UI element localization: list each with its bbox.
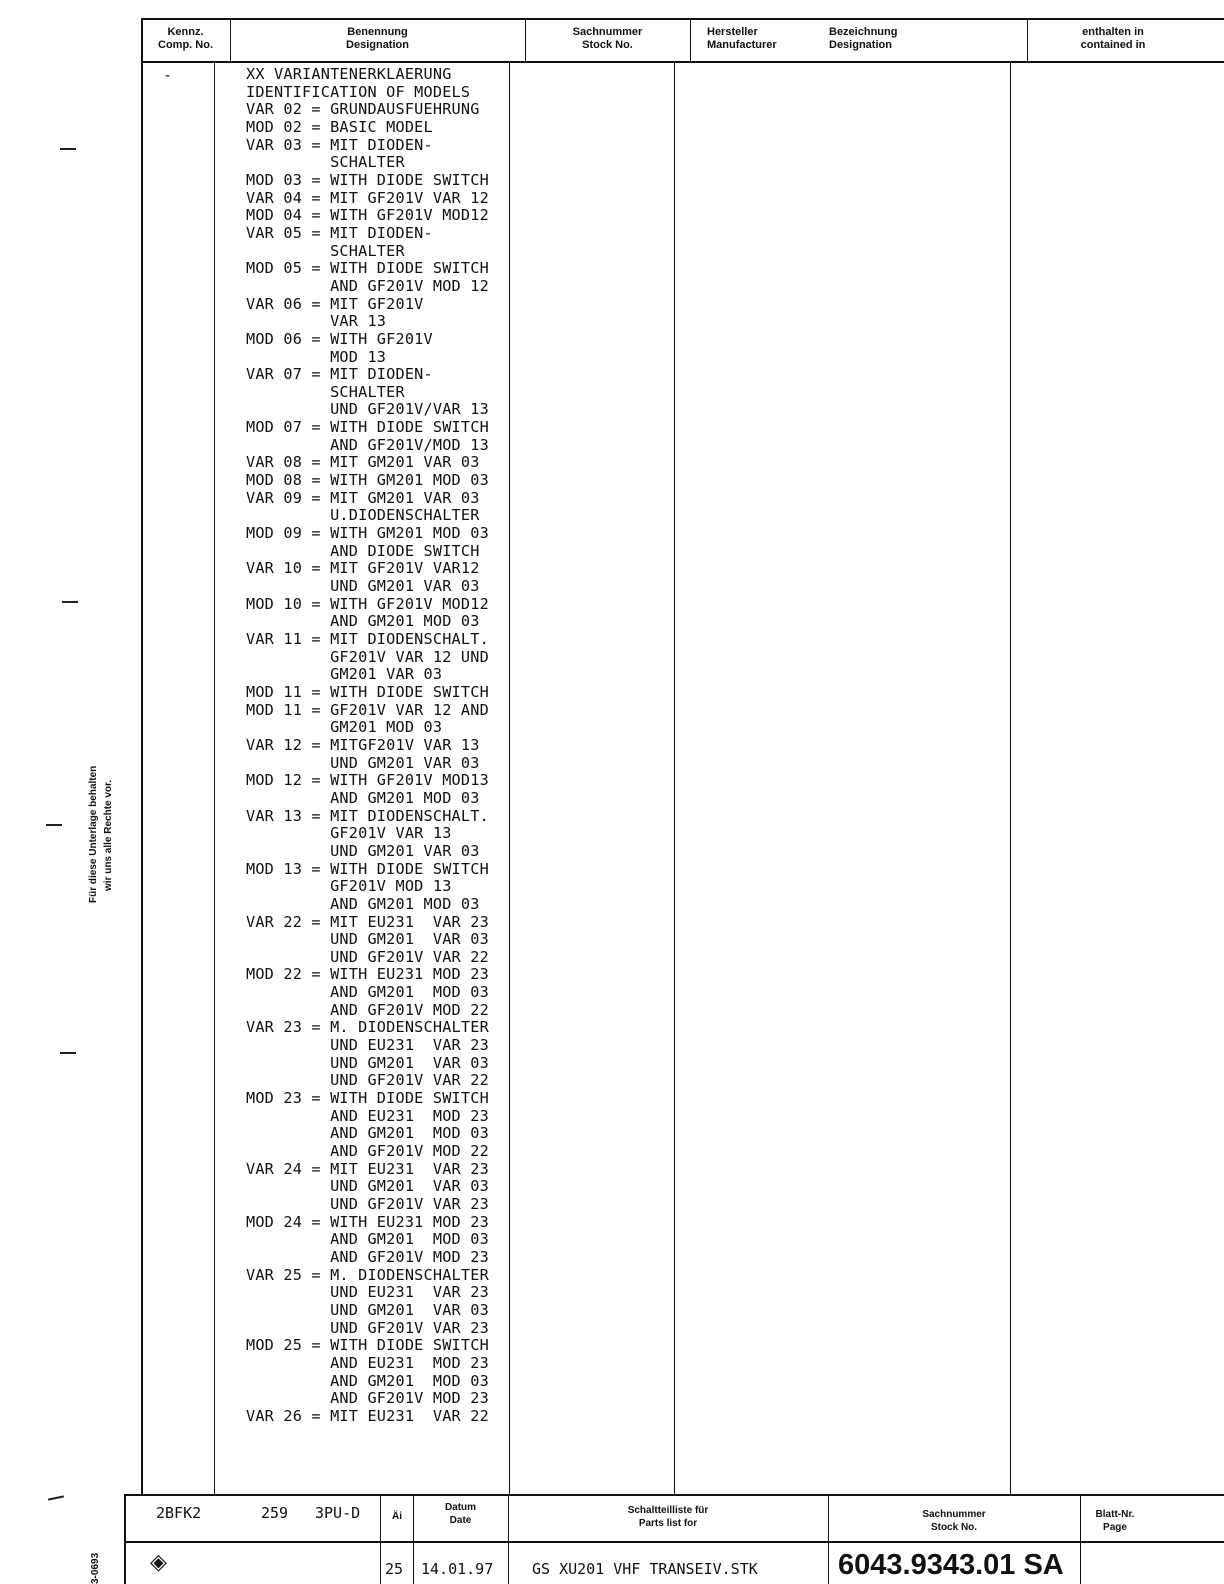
punch-mark-4 <box>60 1052 76 1054</box>
designation-line: GF201V MOD 13 <box>246 877 452 896</box>
designation-line: UND GF201V VAR 23 <box>246 1195 489 1213</box>
designation-line: VAR 06 = MIT GF201V <box>246 294 424 313</box>
comp-no-value: - <box>163 66 173 84</box>
designation-line: VAR 13 = MIT DIODENSCHALT. <box>246 806 489 825</box>
designation-lines <box>246 66 489 1426</box>
header-manufacturer <box>707 26 827 52</box>
designation-line: XX VARIANTENERKLAERUNG <box>246 65 452 83</box>
frame-left-border <box>141 18 143 1496</box>
designation-line: AND DIODE SWITCH <box>246 541 480 560</box>
designation-line: SCHALTER <box>246 382 405 401</box>
designation-line: AND GF201V MOD 23 <box>246 1247 489 1266</box>
designation-line: SCHALTER <box>246 153 405 172</box>
designation-line: GM201 MOD 03 <box>246 718 443 737</box>
designation-line: AND EU231 MOD 23 <box>246 1353 489 1372</box>
designation-line: VAR 10 = MIT GF201V VAR12 <box>246 559 480 578</box>
designation-line: AND GF201V/MOD 13 <box>246 435 489 454</box>
designation-line: AND GM201 MOD 03 <box>246 612 480 631</box>
footer-partslist-en: Parts list for <box>638 1518 698 1529</box>
header-designation-de: Benennung <box>347 26 408 38</box>
header-stock-no <box>525 26 690 52</box>
footer-partslist-header <box>508 1504 828 1530</box>
designation-line: VAR 09 = MIT GM201 VAR 03 <box>246 488 480 507</box>
designation-line: UND GM201 VAR 03 <box>246 1177 489 1196</box>
designation-line: GF201V VAR 13 <box>246 824 452 843</box>
header-bottom-border <box>141 61 1224 63</box>
designation-line: VAR 24 = MIT EU231 VAR 23 <box>246 1159 489 1178</box>
designation-line: MOD 02 = BASIC MODEL <box>246 117 433 136</box>
punch-mark-1 <box>60 148 76 150</box>
designation-line: MOD 05 = WITH DIODE SWITCH <box>246 259 489 278</box>
column-divider-1b <box>214 62 215 1494</box>
header-stock-en: Stock No. <box>582 39 633 51</box>
designation-line: MOD 07 = WITH DIODE SWITCH <box>246 418 489 437</box>
designation-line: UND GF201V/VAR 13 <box>246 400 489 419</box>
column-divider-3b <box>674 62 675 1494</box>
footer-top-border <box>124 1494 1224 1496</box>
designation-line: UND GM201 VAR 03 <box>246 1300 489 1319</box>
frame-top-border <box>141 18 1224 20</box>
side-note-code: 3-0693 <box>90 1552 101 1584</box>
column-divider-2b <box>509 62 510 1494</box>
designation-line: GM201 VAR 03 <box>246 665 443 684</box>
header-comp-no-en: Comp. No. <box>158 39 213 51</box>
designation-line: AND GM201 MOD 03 <box>246 788 480 807</box>
column-divider-4b <box>1010 62 1011 1494</box>
footer-code-3: 3PU-D <box>315 1504 361 1522</box>
designation-line: VAR 12 = MITGF201V VAR 13 <box>246 735 480 754</box>
header-designation <box>230 26 525 52</box>
designation-line: AND EU231 MOD 23 <box>246 1106 489 1125</box>
designation-line: VAR 05 = MIT DIODEN- <box>246 223 433 242</box>
side-note-line-1: Für diese Unterlage behalten <box>88 765 99 903</box>
frame-left-footer-border <box>124 1494 126 1584</box>
footer-stock-de: Sachnummer <box>922 1509 986 1520</box>
footer-stock-en: Stock No. <box>930 1522 978 1533</box>
designation-line: SCHALTER <box>246 241 405 260</box>
designation-line: AND GM201 MOD 03 <box>246 894 480 913</box>
designation-line: MOD 25 = WITH DIODE SWITCH <box>246 1336 489 1355</box>
designation-line: VAR 13 <box>246 312 387 331</box>
side-note-line-2: wir uns alle Rechte vor. <box>103 779 114 891</box>
designation-line: UND GF201V VAR 23 <box>246 1318 489 1337</box>
designation-line: UND GF201V VAR 22 <box>246 1071 489 1090</box>
designation-line: MOD 12 = WITH GF201V MOD13 <box>246 771 489 790</box>
designation-line: VAR 04 = MIT GF201V VAR 12 <box>246 188 489 207</box>
designation-line: AND GF201V MOD 23 <box>246 1389 489 1408</box>
header-comp-no-de: Kennz. <box>167 26 204 38</box>
designation-line: UND GF201V VAR 22 <box>246 947 489 966</box>
footer-code-2: 259 <box>261 1504 289 1522</box>
footer-ai-label: Äi <box>392 1511 402 1522</box>
designation-line: AND GF201V MOD 22 <box>246 1142 489 1161</box>
designation-line: MOD 08 = WITH GM201 MOD 03 <box>246 471 489 490</box>
designation-line: VAR 07 = MIT DIODEN- <box>246 365 433 384</box>
designation-line: AND GM201 MOD 03 <box>246 1230 489 1249</box>
designation-line: VAR 22 = MIT EU231 VAR 23 <box>246 912 489 931</box>
designation-line: AND GM201 MOD 03 <box>246 983 489 1002</box>
designation-line: GF201V VAR 12 UND <box>246 647 489 666</box>
designation-line: UND EU231 VAR 23 <box>246 1036 489 1055</box>
designation-line: IDENTIFICATION OF MODELS <box>246 82 471 101</box>
header-stock-de: Sachnummer <box>572 26 643 38</box>
column-divider-3 <box>690 18 691 62</box>
header-contained-de: enthalten in <box>1082 26 1144 38</box>
designation-line: MOD 13 = WITH DIODE SWITCH <box>246 859 489 878</box>
header-bezeichnung-en: Designation <box>829 39 892 51</box>
designation-line: MOD 13 <box>246 347 387 366</box>
footer-date-en: Date <box>449 1515 472 1526</box>
footer-date-value: 14.01.97 <box>421 1560 494 1578</box>
designation-line: UND GM201 VAR 03 <box>246 753 480 772</box>
designation-line: VAR 03 = MIT DIODEN- <box>246 135 433 154</box>
footer-partslist-de: Schaltteilliste für <box>627 1505 709 1516</box>
punch-mark-3 <box>46 824 62 826</box>
designation-line: VAR 25 = M. DIODENSCHALTER <box>246 1265 489 1284</box>
header-bezeichnung-de: Bezeichnung <box>829 26 898 38</box>
header-contained-en: contained in <box>1080 39 1146 51</box>
designation-line: MOD 10 = WITH GF201V MOD12 <box>246 594 489 613</box>
punch-mark-5 <box>48 1495 64 1500</box>
footer-mid-border <box>124 1541 1224 1543</box>
designation-line: VAR 02 = GRUNDAUSFUEHRUNG <box>246 100 480 119</box>
designation-line: MOD 24 = WITH EU231 MOD 23 <box>246 1212 489 1231</box>
footer-divider-1 <box>380 1494 381 1584</box>
designation-line: MOD 04 = WITH GF201V MOD12 <box>246 206 489 225</box>
header-designation-en: Designation <box>346 39 409 51</box>
footer-date-header <box>413 1501 508 1527</box>
designation-line: UND GM201 VAR 03 <box>246 577 480 596</box>
header-bezeichnung <box>829 26 1019 52</box>
footer-page-de: Blatt-Nr. <box>1095 1509 1135 1520</box>
footer-stock-header <box>828 1508 1080 1534</box>
designation-line: U.DIODENSCHALTER <box>246 506 480 525</box>
header-manufacturer-de: Hersteller <box>707 26 758 38</box>
footer-page-en: Page <box>1103 1522 1127 1533</box>
designation-line: MOD 09 = WITH GM201 MOD 03 <box>246 524 489 543</box>
designation-line: UND EU231 VAR 23 <box>246 1283 489 1302</box>
designation-line: AND GM201 MOD 03 <box>246 1124 489 1143</box>
footer-code-1: 2BFK2 <box>156 1504 202 1522</box>
footer-logo-icon: ◈ <box>150 1550 167 1575</box>
designation-line: UND GM201 VAR 03 <box>246 930 489 949</box>
designation-line: MOD 22 = WITH EU231 MOD 23 <box>246 965 489 984</box>
designation-line: VAR 11 = MIT DIODENSCHALT. <box>246 630 489 648</box>
footer-date-de: Datum <box>444 1502 477 1513</box>
designation-line: MOD 11 = WITH DIODE SWITCH <box>246 682 489 701</box>
designation-line: VAR 08 = MIT GM201 VAR 03 <box>246 453 480 472</box>
designation-line: UND GM201 VAR 03 <box>246 841 480 860</box>
designation-line: MOD 03 = WITH DIODE SWITCH <box>246 170 489 189</box>
designation-line: VAR 23 = M. DIODENSCHALTER <box>246 1018 489 1037</box>
footer-partslist-value: GS XU201 VHF TRANSEIV.STK <box>532 1560 758 1578</box>
designation-line: MOD 11 = GF201V VAR 12 AND <box>246 700 489 719</box>
header-comp-no <box>141 26 230 52</box>
header-manufacturer-en: Manufacturer <box>707 39 777 51</box>
designation-line: MOD 06 = WITH GF201V <box>246 329 433 348</box>
footer-page-header <box>1080 1508 1150 1534</box>
punch-mark-2 <box>62 601 78 603</box>
designation-line: AND GF201V MOD 22 <box>246 1000 489 1019</box>
designation-line: AND GF201V MOD 12 <box>246 276 489 295</box>
designation-line: VAR 26 = MIT EU231 VAR 22 <box>246 1406 489 1425</box>
header-contained-in <box>1027 26 1199 52</box>
footer-ai-value: 25 <box>385 1560 404 1578</box>
footer-stock-value: 6043.9343.01 SA <box>838 1549 1064 1581</box>
designation-line: MOD 23 = WITH DIODE SWITCH <box>246 1089 489 1108</box>
designation-line: UND GM201 VAR 03 <box>246 1053 489 1072</box>
designation-line: AND GM201 MOD 03 <box>246 1371 489 1390</box>
